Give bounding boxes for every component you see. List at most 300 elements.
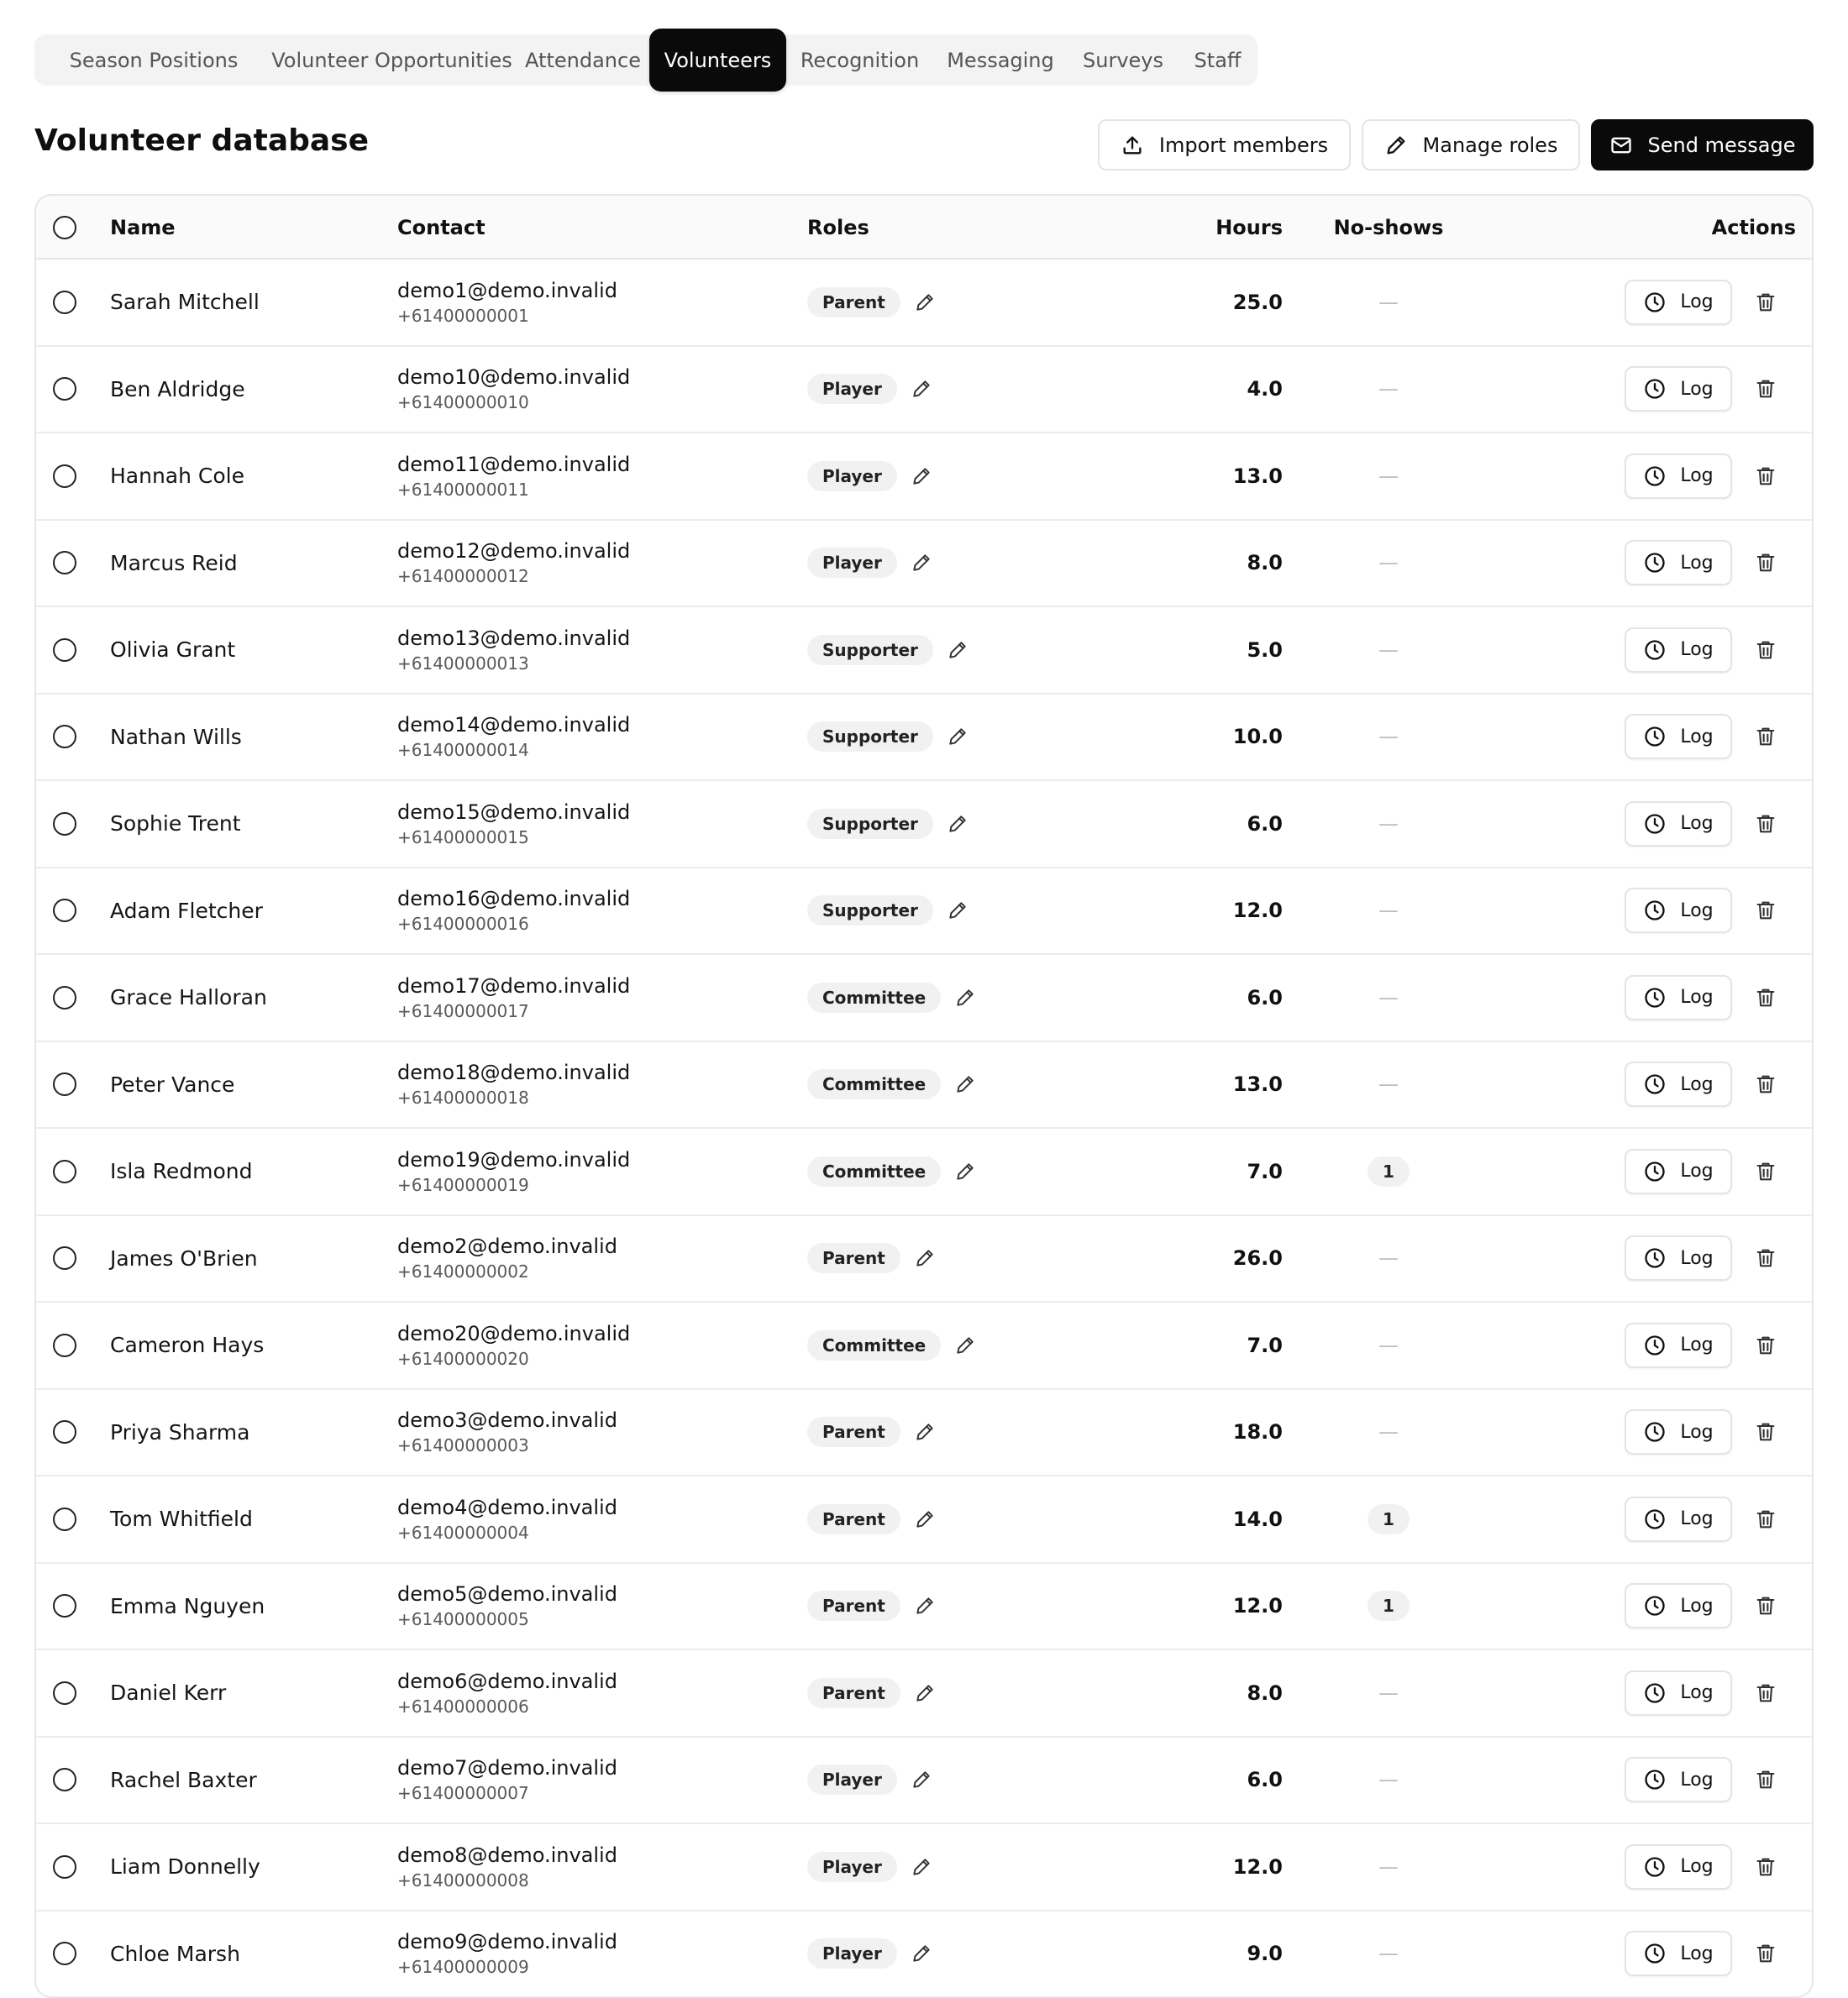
clock-icon [1643,1420,1667,1444]
volunteer-phone: +61400000015 [397,826,529,847]
volunteer-phone: +61400000009 [397,1957,529,1978]
edit-role-icon[interactable] [911,1769,932,1791]
volunteer-name: Chloe Marsh [110,1941,240,1966]
volunteer-email: demo20@demo.invalid [397,1321,631,1345]
row-select-radio[interactable] [53,551,76,574]
log-hours-button[interactable] [1625,1670,1732,1716]
tab-volunteers[interactable]: Volunteers [649,29,786,92]
volunteer-phone: +61400000011 [397,479,529,500]
tab-attendance[interactable]: Attendance [525,48,641,72]
table-row [36,1390,1812,1477]
tab-surveys[interactable]: Surveys [1083,48,1163,72]
table-row [36,955,1812,1042]
log-hours-button[interactable] [1625,1931,1732,1976]
table-row [36,1738,1812,1825]
volunteer-name: Sarah Mitchell [110,290,260,315]
trash-icon[interactable] [1754,377,1777,401]
clock-icon [1643,638,1667,662]
role-badge: Player [807,548,897,578]
contact-cell [397,955,630,1041]
noshow-cell [1321,1476,1456,1562]
select-cell [53,781,76,867]
edit-role-icon[interactable] [911,465,932,487]
volunteer-hours: 9.0 [1247,1942,1283,1966]
volunteer-name: James O'Brien [110,1245,258,1271]
edit-role-icon[interactable] [911,1943,932,1964]
tab-messaging[interactable]: Messaging [947,48,1054,72]
volunteer-name: Grace Halloran [110,985,267,1010]
noshow-empty-marker: — [1378,1681,1399,1705]
volunteer-phone: +61400000006 [397,1696,529,1717]
log-hours-button[interactable] [1625,540,1732,585]
volunteer-phone: +61400000020 [397,1348,529,1369]
delete-cell [1754,781,1777,867]
volunteer-email: demo17@demo.invalid [397,973,631,998]
volunteer-hours: 12.0 [1232,1594,1283,1618]
actions-cell [1625,1824,1732,1910]
edit-role-icon[interactable] [914,1247,936,1269]
page-title: Volunteer database [34,123,370,158]
volunteer-email: demo12@demo.invalid [397,539,631,564]
contact-cell [397,781,630,867]
log-hours-button[interactable] [1625,1235,1732,1281]
log-hours-button[interactable] [1625,888,1732,933]
log-button-label: Log [1680,378,1714,400]
send-message-button[interactable] [1591,119,1814,170]
contact-cell [397,1564,617,1649]
volunteer-email: demo5@demo.invalid [397,1582,617,1607]
volunteer-phone: +61400000019 [397,1174,529,1195]
roles-cell [807,955,976,1041]
volunteer-phone: +61400000014 [397,740,529,761]
trash-icon[interactable] [1754,1768,1777,1791]
delete-cell [1754,1564,1777,1649]
contact-cell [397,1390,617,1476]
roles-cell [807,1564,936,1649]
delete-cell [1754,1303,1777,1388]
tab-season-positions[interactable]: Season Positions [69,48,239,72]
clock-icon [1643,1246,1667,1270]
log-button-label: Log [1680,291,1714,313]
role-badge: Parent [807,1591,900,1621]
delete-cell [1754,1824,1777,1910]
row-select-radio[interactable] [53,291,76,314]
contact-cell [397,1216,617,1302]
volunteer-email: demo13@demo.invalid [397,626,631,650]
trash-icon[interactable] [1754,1855,1777,1879]
noshow-cell [1321,347,1456,433]
edit-role-icon[interactable] [914,1421,936,1443]
volunteer-name: Emma Nguyen [110,1593,265,1618]
actions-cell [1625,1564,1732,1649]
noshow-cell [1321,260,1456,345]
trash-icon[interactable] [1754,1942,1777,1965]
volunteer-phone: +61400000018 [397,1088,529,1109]
volunteer-phone: +61400000012 [397,566,529,587]
noshow-cell [1321,433,1456,519]
select-cell [53,1129,76,1214]
table-row [36,433,1812,521]
roles-cell [807,433,932,519]
row-select-radio[interactable] [53,899,76,922]
actions-cell [1625,1650,1732,1736]
trash-icon[interactable] [1754,1420,1777,1444]
trash-icon[interactable] [1754,1594,1777,1618]
row-select-radio[interactable] [53,1246,76,1270]
delete-cell [1754,521,1777,606]
column-header-contact: Contact [397,216,486,239]
row-select-radio[interactable] [53,1508,76,1531]
edit-role-icon[interactable] [911,552,932,574]
contact-cell [397,607,630,693]
trash-icon[interactable] [1754,1334,1777,1357]
edit-role-icon[interactable] [954,1073,976,1095]
table-row [36,1650,1812,1738]
trash-icon[interactable] [1754,812,1777,836]
role-badge: Player [807,461,897,491]
select-cell [53,433,76,519]
manage-roles-button[interactable] [1362,119,1580,170]
clock-icon [1643,812,1667,836]
edit-role-icon[interactable] [947,813,969,835]
volunteer-name: Cameron Hays [110,1333,265,1358]
row-select-radio[interactable] [53,464,76,488]
clock-icon [1643,551,1667,574]
volunteer-name: Peter Vance [110,1072,235,1097]
edit-role-icon[interactable] [914,1595,936,1617]
edit-role-icon[interactable] [947,726,969,747]
edit-role-icon[interactable] [914,291,936,313]
volunteer-phone: +61400000007 [397,1783,529,1804]
row-select-radio[interactable] [53,1420,76,1444]
table-row [36,347,1812,434]
trash-icon[interactable] [1754,638,1777,662]
clock-icon [1643,1768,1667,1791]
noshow-cell [1321,1216,1456,1302]
noshow-empty-marker: — [1378,1942,1399,1966]
volunteer-hours: 13.0 [1232,1072,1283,1097]
clock-icon [1643,464,1667,488]
actions-cell [1625,955,1732,1041]
trash-icon[interactable] [1754,464,1777,488]
noshow-cell [1321,607,1456,693]
log-hours-button[interactable] [1625,1062,1732,1107]
row-select-radio[interactable] [53,1160,76,1183]
clock-icon [1643,1508,1667,1531]
noshow-empty-marker: — [1378,637,1399,662]
log-hours-button[interactable] [1625,1409,1732,1455]
delete-cell [1754,1390,1777,1476]
select-cell [53,607,76,693]
trash-icon[interactable] [1754,725,1777,748]
log-button-label: Log [1680,1943,1714,1964]
edit-role-icon[interactable] [914,1682,936,1704]
log-hours-button[interactable] [1625,280,1732,325]
select-cell [53,521,76,606]
edit-role-icon[interactable] [911,1856,932,1878]
volunteer-email: demo14@demo.invalid [397,713,631,737]
clock-icon [1643,1681,1667,1705]
role-badge: Committee [807,1069,941,1099]
volunteer-hours: 4.0 [1247,377,1283,401]
volunteer-hours: 13.0 [1232,464,1283,488]
log-hours-button[interactable] [1625,1149,1732,1194]
edit-role-icon[interactable] [954,1161,976,1183]
contact-cell [397,433,630,519]
volunteer-name: Marcus Reid [110,550,238,575]
table-row [36,1042,1812,1130]
table-row [36,521,1812,608]
volunteer-phone: +61400000008 [397,1870,529,1890]
volunteer-email: demo9@demo.invalid [397,1930,617,1954]
pencil-icon [1384,134,1408,157]
log-button-label: Log [1680,1682,1714,1704]
column-header-noshows: No-shows [1333,216,1444,239]
log-hours-button[interactable] [1625,1757,1732,1802]
roles-cell [807,1824,932,1910]
table-row [36,1303,1812,1390]
trash-icon[interactable] [1754,1072,1777,1096]
delete-cell [1754,433,1777,519]
edit-role-icon[interactable] [914,1508,936,1530]
volunteer-email: demo2@demo.invalid [397,1235,617,1259]
select-cell [53,1390,76,1476]
row-select-radio[interactable] [53,1334,76,1357]
roles-cell [807,1303,976,1388]
roles-cell [807,260,936,345]
row-select-radio[interactable] [53,1942,76,1965]
actions-cell [1625,1911,1732,1997]
noshow-empty-marker: — [1378,1768,1399,1792]
tab-volunteer-opportunities[interactable]: Volunteer Opportunities [271,48,512,72]
delete-cell [1754,695,1777,780]
tab-recognition[interactable]: Recognition [800,48,920,72]
log-button-label: Log [1680,552,1714,574]
table-row [36,1911,1812,1998]
table-row [36,1476,1812,1564]
roles-cell [807,347,932,433]
trash-icon[interactable] [1754,1160,1777,1183]
volunteer-phone: +61400000002 [397,1261,529,1282]
trash-icon[interactable] [1754,986,1777,1009]
select-cell [53,1738,76,1823]
row-select-radio[interactable] [53,725,76,748]
role-badge: Parent [807,1243,900,1273]
roles-cell [807,695,969,780]
clock-icon [1643,899,1667,922]
edit-role-icon[interactable] [947,899,969,921]
noshow-cell [1321,1303,1456,1388]
tab-staff[interactable]: Staff [1194,48,1242,72]
noshow-empty-marker: — [1378,725,1399,749]
actions-cell [1625,695,1732,780]
contact-cell [397,1824,617,1910]
noshow-cell [1321,1650,1456,1736]
noshow-empty-marker: — [1378,377,1399,401]
select-cell [53,1650,76,1736]
log-hours-button[interactable] [1625,975,1732,1020]
volunteer-hours: 6.0 [1247,985,1283,1009]
table-row [36,260,1812,347]
noshow-empty-marker: — [1378,1246,1399,1271]
log-hours-button[interactable] [1625,801,1732,847]
table-row [36,781,1812,868]
row-select-radio[interactable] [53,986,76,1009]
import-members-label: Import members [1158,133,1329,157]
select-cell [53,1042,76,1128]
table-row [36,1824,1812,1911]
select-cell [53,347,76,433]
clock-icon [1643,291,1667,314]
contact-cell [397,695,630,780]
actions-cell [1625,1042,1732,1128]
contact-cell [397,1650,617,1736]
clock-icon [1643,1594,1667,1618]
column-header-hours: Hours [1215,216,1283,239]
contact-cell [397,521,630,606]
log-hours-button[interactable] [1625,1583,1732,1628]
delete-cell [1754,955,1777,1041]
volunteer-name: Sophie Trent [110,811,241,836]
edit-role-icon[interactable] [947,639,969,661]
log-hours-button[interactable] [1625,366,1732,412]
row-select-radio[interactable] [53,1768,76,1791]
table-row [36,695,1812,782]
log-hours-button[interactable] [1625,454,1732,499]
volunteer-email: demo11@demo.invalid [397,452,631,476]
select-cell [53,1476,76,1562]
contact-cell [397,260,617,345]
log-hours-button[interactable] [1625,1497,1732,1542]
log-button-label: Log [1680,639,1714,661]
log-button-label: Log [1680,1335,1714,1356]
noshow-empty-marker: — [1378,811,1399,836]
row-select-radio[interactable] [53,812,76,836]
delete-cell [1754,1738,1777,1823]
role-badge: Parent [807,287,900,317]
trash-icon[interactable] [1754,1681,1777,1705]
noshow-cell [1321,1564,1456,1649]
noshow-cell [1321,1129,1456,1214]
contact-cell [397,1738,617,1823]
select-all-cell [53,196,76,260]
row-select-radio[interactable] [53,1594,76,1618]
trash-icon[interactable] [1754,899,1777,922]
volunteer-email: demo18@demo.invalid [397,1061,631,1085]
select-cell [53,260,76,345]
row-select-radio[interactable] [53,1072,76,1096]
role-badge: Parent [807,1417,900,1447]
volunteer-name: Ben Aldridge [110,376,245,401]
actions-cell [1625,781,1732,867]
volunteer-phone: +61400000003 [397,1435,529,1456]
volunteer-phone: +61400000001 [397,305,529,326]
volunteer-phone: +61400000010 [397,392,529,413]
log-button-label: Log [1680,1769,1714,1791]
contact-cell [397,347,630,433]
log-button-label: Log [1680,1508,1714,1530]
manage-roles-label: Manage roles [1422,133,1558,157]
log-button-label: Log [1680,1856,1714,1878]
role-badge: Committee [807,1330,941,1361]
contact-cell [397,1476,617,1562]
volunteer-name: Adam Fletcher [110,898,263,923]
clock-icon [1643,1072,1667,1096]
row-select-radio[interactable] [53,1855,76,1879]
roles-cell [807,1216,936,1302]
table-row [36,1216,1812,1303]
delete-cell [1754,1216,1777,1302]
clock-icon [1643,1334,1667,1357]
log-button-label: Log [1680,1161,1714,1183]
noshow-count-badge: 1 [1368,1156,1410,1187]
volunteer-name: Olivia Grant [110,637,236,663]
volunteer-email: demo16@demo.invalid [397,887,631,911]
volunteer-email: demo3@demo.invalid [397,1408,617,1433]
log-hours-button[interactable] [1625,1844,1732,1890]
edit-role-icon[interactable] [954,1335,976,1356]
clock-icon [1643,1160,1667,1183]
volunteer-email: demo19@demo.invalid [397,1147,631,1172]
trash-icon[interactable] [1754,551,1777,574]
clock-icon [1643,986,1667,1009]
trash-icon[interactable] [1754,1508,1777,1531]
volunteer-name: Nathan Wills [110,724,242,749]
section-tabs [34,34,1257,86]
volunteer-phone: +61400000013 [397,653,529,674]
log-hours-button[interactable] [1625,714,1732,759]
edit-role-icon[interactable] [954,987,976,1009]
log-hours-button[interactable] [1625,627,1732,673]
mail-icon [1609,134,1633,157]
delete-cell [1754,1650,1777,1736]
volunteer-name: Hannah Cole [110,464,244,489]
row-select-radio[interactable] [53,638,76,662]
trash-icon[interactable] [1754,291,1777,314]
role-badge: Supporter [807,635,933,665]
actions-cell [1625,1476,1732,1562]
log-hours-button[interactable] [1625,1323,1732,1368]
column-header-name: Name [110,216,176,239]
volunteer-hours: 26.0 [1232,1246,1283,1271]
volunteer-hours: 14.0 [1232,1507,1283,1531]
import-members-button[interactable] [1098,119,1351,170]
contact-cell [397,1911,617,1997]
select-all-radio[interactable] [53,216,76,239]
roles-cell [807,1911,932,1997]
roles-cell [807,1129,976,1214]
volunteer-email: demo7@demo.invalid [397,1756,617,1780]
delete-cell [1754,260,1777,345]
role-badge: Supporter [807,721,933,752]
edit-role-icon[interactable] [911,378,932,400]
noshow-cell [1321,1390,1456,1476]
table-row [36,607,1812,695]
actions-cell [1625,521,1732,606]
trash-icon[interactable] [1754,1246,1777,1270]
row-select-radio[interactable] [53,1681,76,1705]
select-cell [53,1911,76,1997]
contact-cell [397,1042,630,1128]
volunteer-email: demo10@demo.invalid [397,365,631,390]
table-header [36,196,1812,260]
noshow-cell [1321,521,1456,606]
row-select-radio[interactable] [53,377,76,401]
noshow-cell [1321,1042,1456,1128]
log-button-label: Log [1680,987,1714,1009]
roles-cell [807,1042,976,1128]
noshow-cell [1321,1911,1456,1997]
